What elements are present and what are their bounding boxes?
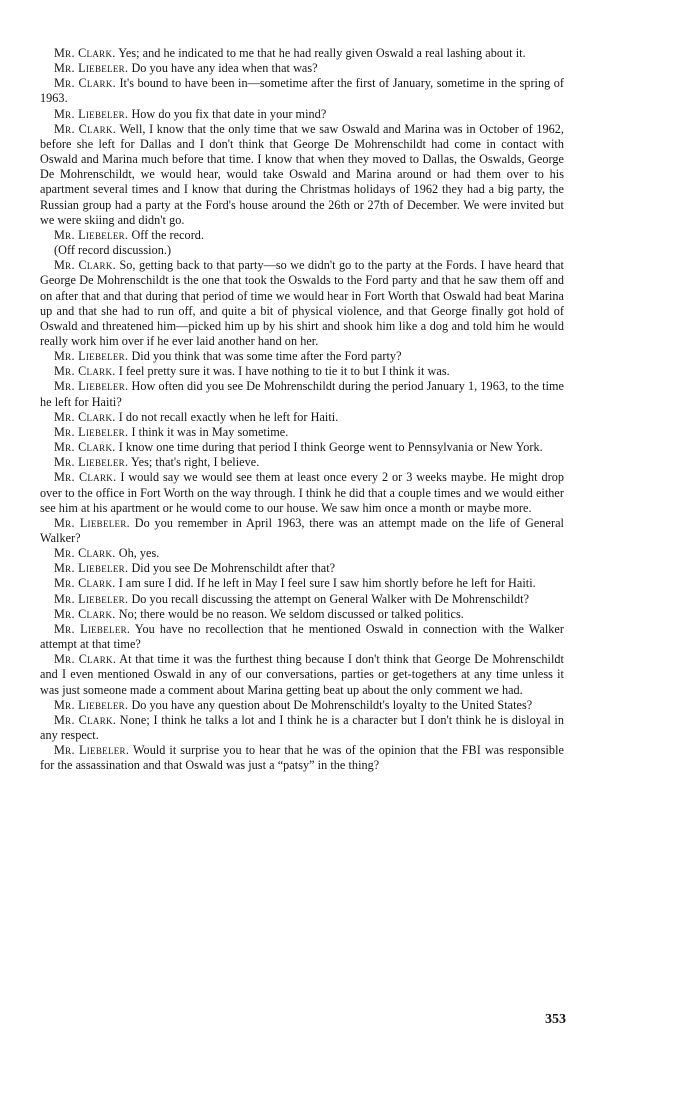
speaker-name: Mr. Liebeler. xyxy=(54,61,129,76)
transcript-paragraph xyxy=(40,76,564,106)
speech-text: I would say we would see them at least once every 2 or 3 weeks maybe. He might drop over to the office in Fort Worth on the way through. I think he did that a couple times and we would either see him at his apartment or he would come to our house. We saw him once a month or maybe more. xyxy=(40,470,564,515)
transcript-paragraph xyxy=(40,425,564,440)
speaker-name: Mr. Liebeler. xyxy=(54,424,129,439)
speaker-name: Mr. Liebeler. xyxy=(54,227,129,242)
transcript-paragraph xyxy=(40,46,564,61)
transcript-paragraph xyxy=(40,455,564,470)
speaker-name: Mr. Clark. xyxy=(54,46,116,60)
speaker-name: Mr. Liebeler. xyxy=(54,455,129,470)
speech-text: You have no recollection that he mentioned Oswald in connection with the Walker attempt at that time? xyxy=(40,621,564,652)
speech-text: Do you recall discussing the attempt on General Walker with De Mohrenschildt? xyxy=(131,591,530,606)
speaker-name: Mr. Liebeler. xyxy=(54,379,129,394)
speech-text: Did you think that was some time after the Ford party? xyxy=(131,349,402,364)
speech-text: I do not recall exactly when he left for Haiti. xyxy=(118,409,339,424)
speech-text: So, getting back to that party—so we didn't go to the party at the Fords. I have heard that George De Mohrenschildt is the one that took the Oswalds to the Ford party and that he saw them off and on after that and that during that period of time we would hear in Fort Worth that Oswald had beat Marina up and that she had to run off, and quite a bit of physical violence, and that George finally got hold of Oswald and threatened him—picked him up by his shirt and shook him like a dog and told him he would really work him over if he ever laid another hand on her. xyxy=(40,258,564,348)
transcript-paragraph xyxy=(40,470,564,515)
speech-text: I feel pretty sure it was. I have nothing to tie it to but I think it was. xyxy=(118,364,450,379)
speaker-name: Mr. Clark. xyxy=(54,712,117,727)
transcript-paragraph xyxy=(40,576,564,591)
speaker-name: Mr. Clark. xyxy=(54,258,116,273)
transcript-paragraph xyxy=(40,379,564,409)
transcript-paragraph xyxy=(40,122,564,228)
transcript-paragraph xyxy=(40,410,564,425)
speaker-name: Mr. Liebeler. xyxy=(54,621,131,636)
speech-text: It's bound to have been in—sometime after the first of January, sometime in the spring of 1963. xyxy=(40,76,564,106)
speaker-name: Mr. Clark. xyxy=(54,409,116,424)
speech-text: No; there would be no reason. We seldom discussed or talked politics. xyxy=(118,606,464,621)
speaker-name: Mr. Clark. xyxy=(54,121,117,136)
speech-text: Oh, yes. xyxy=(118,546,160,561)
speech-text: At that time it was the furthest thing because I don't think that George De Mohrenschildt and I even mentioned Oswald in any of our conversations, parties or get-togethers at any time unless it was just someone made a comment about Marina getting beat up about the only comment we had. xyxy=(40,652,564,697)
page-number: 353 xyxy=(545,1012,566,1027)
transcript-paragraph xyxy=(40,698,564,713)
speech-text: Do you have any question about De Mohrenschildt's loyalty to the United States? xyxy=(131,697,533,712)
speaker-name: Mr. Liebeler. xyxy=(54,349,129,364)
transcript-paragraph xyxy=(40,561,564,576)
transcript-page xyxy=(40,46,564,774)
speech-text: Do you have any idea when that was? xyxy=(131,61,318,76)
speaker-name: Mr. Liebeler. xyxy=(54,515,130,530)
transcript-paragraph xyxy=(40,258,564,349)
speaker-name: Mr. Clark. xyxy=(54,546,116,561)
transcript-paragraph xyxy=(40,743,564,773)
speech-text: I know one time during that period I think George went to Pennsylvania or New York. xyxy=(118,440,543,455)
speaker-name: Mr. Liebeler. xyxy=(54,106,129,121)
speech-text: How do you fix that date in your mind? xyxy=(131,106,327,121)
transcript-paragraph xyxy=(40,349,564,364)
transcript-paragraph xyxy=(40,61,564,76)
speaker-name: Mr. Liebeler. xyxy=(54,697,129,712)
speech-text: Do you remember in April 1963, there was an attempt made on the life of General Walker? xyxy=(40,515,564,545)
speaker-name: Mr. Clark. xyxy=(54,470,117,485)
speaker-name: Mr. Clark. xyxy=(54,576,116,591)
transcript-paragraph xyxy=(40,546,564,561)
transcript-paragraph xyxy=(40,607,564,622)
transcript-paragraph xyxy=(40,440,564,455)
speech-text: Off the record. xyxy=(131,227,205,242)
speaker-name: Mr. Clark. xyxy=(54,76,116,91)
transcript-paragraph xyxy=(40,107,564,122)
transcript-paragraph xyxy=(40,592,564,607)
speaker-name: Mr. Clark. xyxy=(54,440,116,455)
speech-text: How often did you see De Mohrenschildt during the period January 1, 1963, to the time he left for Haiti? xyxy=(40,379,564,409)
speaker-name: Mr. Liebeler. xyxy=(54,561,129,576)
speaker-name: Mr. Clark. xyxy=(54,652,117,667)
speech-text: Yes; that's right, I believe. xyxy=(130,455,260,470)
speech-text: Did you see De Mohrenschildt after that? xyxy=(131,561,336,576)
speech-text: Well, I know that the only time that we saw Oswald and Marina was in October of 1962, before she left for Dallas and I don't think that George De Mohrenschildt had come in contact with Oswald and Marina much before that time. I know that when they moved to Dallas, the Oswalds, George De Mohrenschildt, we would hear, would take Oswald and Marina around or had them over to his apartment several times and I know that during the Christmas holidays of 1962 they had a big party, the Russian group had a party at the Ford's house around the 26th or 27th of December. We were invited but we were skiing and didn't go. xyxy=(40,121,564,227)
speech-text: I think it was in May sometime. xyxy=(131,424,289,439)
speech-text: Yes; and he indicated to me that he had really given Oswald a real lashing about it. xyxy=(118,46,526,60)
speaker-name: Mr. Clark. xyxy=(54,364,116,379)
speaker-name: Mr. Liebeler. xyxy=(54,591,129,606)
speaker-name: Mr. Liebeler. xyxy=(54,743,130,758)
transcript-paragraph xyxy=(40,516,564,546)
transcript-paragraph xyxy=(40,713,564,743)
speech-text: Would it surprise you to hear that he was of the opinion that the FBI was responsible for the assassination and that Oswald was just a “patsy” in the thing? xyxy=(40,743,564,773)
speaker-name: Mr. Clark. xyxy=(54,606,116,621)
transcript-paragraph xyxy=(40,652,564,697)
transcript-paragraph xyxy=(40,622,564,652)
transcript-paragraph xyxy=(40,228,564,243)
transcript-paragraph xyxy=(40,364,564,379)
speech-text: None; I think he talks a lot and I think he is a character but I don't think he is disloyal in any respect. xyxy=(40,712,565,743)
transcript-paragraph xyxy=(40,243,564,258)
speech-text: I am sure I did. If he left in May I feel sure I saw him shortly before he left for Haiti. xyxy=(118,576,536,591)
speech-text: (Off record discussion.) xyxy=(54,243,172,258)
